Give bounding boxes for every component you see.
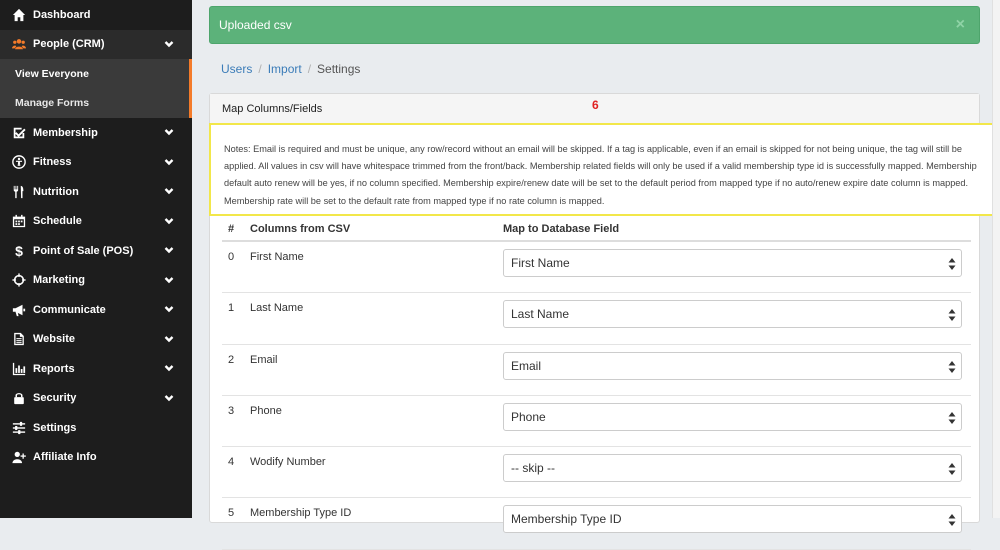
nav-reports[interactable]	[0, 354, 192, 384]
table-row	[222, 396, 971, 447]
header-db-field: Map to Database Field	[503, 222, 620, 235]
main-content	[192, 0, 1000, 527]
csv-column-name: Membership Type ID	[250, 507, 352, 520]
chevron-down-icon	[164, 186, 176, 198]
nav-label: Dashboard	[33, 8, 91, 21]
nav-label: People (CRM)	[33, 38, 105, 51]
select-value: Email	[511, 358, 542, 373]
table-header	[222, 217, 971, 242]
breadcrumb	[221, 62, 360, 76]
breadcrumb-separator: /	[258, 62, 262, 76]
nav-label: Nutrition	[33, 185, 79, 198]
table-row	[222, 447, 971, 498]
nav-affiliate-info[interactable]	[0, 443, 192, 473]
select-arrows-icon	[948, 360, 956, 374]
mapping-table	[222, 217, 971, 550]
home-icon	[10, 8, 28, 22]
csv-column-name: Phone	[250, 404, 282, 417]
chevron-down-icon	[164, 334, 176, 346]
nav-marketing[interactable]	[0, 266, 192, 296]
select-value: Phone	[511, 409, 546, 424]
fitness-icon	[10, 155, 28, 169]
row-index: 3	[228, 404, 235, 417]
megaphone-icon	[10, 303, 28, 317]
select-arrows-icon	[948, 411, 956, 425]
subnav-label: View Everyone	[15, 67, 89, 80]
db-field-select[interactable]	[503, 352, 962, 380]
select-value: Last Name	[511, 307, 570, 322]
annotation-number: 6	[592, 98, 599, 112]
nav-label: Membership	[33, 126, 98, 139]
nav-label: Security	[33, 392, 77, 405]
calendar-icon	[10, 214, 28, 228]
nav-dashboard[interactable]	[0, 0, 192, 30]
nav-security[interactable]	[0, 384, 192, 414]
nav-nutrition[interactable]	[0, 177, 192, 207]
db-field-select[interactable]	[503, 505, 962, 533]
chevron-down-icon	[164, 157, 176, 169]
subnav-view-everyone[interactable]	[0, 59, 192, 89]
select-value: -- skip --	[511, 461, 555, 476]
people-icon	[10, 37, 28, 51]
db-field-select[interactable]	[503, 403, 962, 431]
chevron-down-icon	[164, 393, 176, 405]
checkbox-icon	[10, 126, 28, 140]
chevron-down-icon	[164, 304, 176, 316]
csv-column-name: Email	[250, 353, 278, 366]
csv-column-name: Last Name	[250, 302, 304, 315]
breadcrumb-users[interactable]: Users	[221, 62, 253, 76]
nav-label: Schedule	[33, 215, 82, 228]
nav-pos[interactable]	[0, 236, 192, 266]
breadcrumb-separator: /	[307, 62, 312, 76]
nav-label: Affiliate Info	[33, 451, 97, 464]
db-field-select[interactable]	[503, 249, 962, 277]
chevron-down-icon	[164, 245, 176, 257]
table-row	[222, 345, 971, 396]
lock-icon	[10, 391, 28, 405]
chevron-down-icon	[164, 275, 176, 287]
table-row	[222, 242, 971, 293]
nav-website[interactable]	[0, 325, 192, 355]
row-index: 2	[228, 353, 235, 366]
document-icon	[10, 332, 28, 346]
chevron-down-icon	[164, 127, 176, 139]
select-arrows-icon	[948, 257, 956, 271]
table-row	[222, 498, 971, 549]
nav-label: Marketing	[33, 274, 85, 287]
select-arrows-icon	[948, 462, 956, 476]
sidebar	[0, 0, 192, 518]
nav-label: Settings	[33, 421, 77, 434]
nav-fitness[interactable]	[0, 148, 192, 178]
row-index: 0	[228, 251, 235, 263]
nav-label: Communicate	[33, 303, 106, 316]
subnav-manage-forms[interactable]	[0, 89, 192, 119]
alert-message: Uploaded csv	[219, 18, 292, 32]
select-arrows-icon	[948, 513, 956, 527]
header-num: #	[228, 222, 235, 235]
db-field-select[interactable]	[503, 454, 962, 482]
dollar-icon: $	[15, 242, 23, 259]
breadcrumb-current: Settings	[317, 62, 361, 76]
nav-label: Reports	[33, 362, 75, 375]
sliders-icon	[10, 421, 28, 435]
subnav-label: Manage Forms	[15, 97, 90, 110]
nav-communicate[interactable]	[0, 295, 192, 325]
csv-column-name: First Name	[250, 251, 304, 263]
row-index: 5	[228, 507, 235, 520]
chevron-down-icon	[164, 216, 176, 228]
nav-settings[interactable]	[0, 413, 192, 443]
bar-chart-icon	[10, 362, 28, 376]
chevron-down-icon	[164, 39, 176, 51]
panel-title: Map Columns/Fields	[222, 102, 323, 115]
nav-schedule[interactable]	[0, 207, 192, 237]
success-alert	[209, 6, 980, 44]
select-value: First Name	[511, 256, 570, 270]
header-csv-columns: Columns from CSV	[250, 222, 351, 235]
csv-column-name: Wodify Number	[250, 456, 326, 469]
map-columns-panel	[209, 93, 980, 527]
utensils-icon	[10, 185, 28, 199]
crosshairs-icon	[10, 273, 28, 287]
db-field-select[interactable]	[503, 300, 962, 328]
row-index: 4	[228, 456, 235, 469]
user-plus-icon	[10, 450, 28, 464]
close-icon[interactable]: ×	[955, 16, 965, 33]
nav-membership[interactable]	[0, 118, 192, 148]
select-arrows-icon	[948, 308, 956, 322]
nav-label: Website	[33, 333, 75, 346]
nav-label: Fitness	[33, 156, 72, 169]
table-row	[222, 293, 971, 344]
page-scrollbar[interactable]	[992, 0, 1000, 518]
select-value: Membership Type ID	[511, 512, 622, 527]
chevron-down-icon	[164, 363, 176, 375]
breadcrumb-import[interactable]: Import	[267, 62, 302, 76]
import-notes: Notes: Email is required and must be unique, any row/record without an email will be skipped. If a tag is applicable, even if an email is skipped for not being unique, the tag will still be applied. All values in csv will have whitespace trimmed from the front/back. Membership related fields will only be used if a valid membership type id is successfully mapped. Membership default auto renew will be yes, if no column specified. Membership expire/renew date will be set to the default period from mapped type if no auto/renew expire date column is mapped. Membership rate will be set to the default rate from mapped type if no rate column is mapped.	[209, 123, 998, 216]
row-index: 1	[228, 302, 235, 315]
nav-people-crm[interactable]	[0, 30, 192, 60]
nav-label: Point of Sale (POS)	[33, 244, 134, 257]
